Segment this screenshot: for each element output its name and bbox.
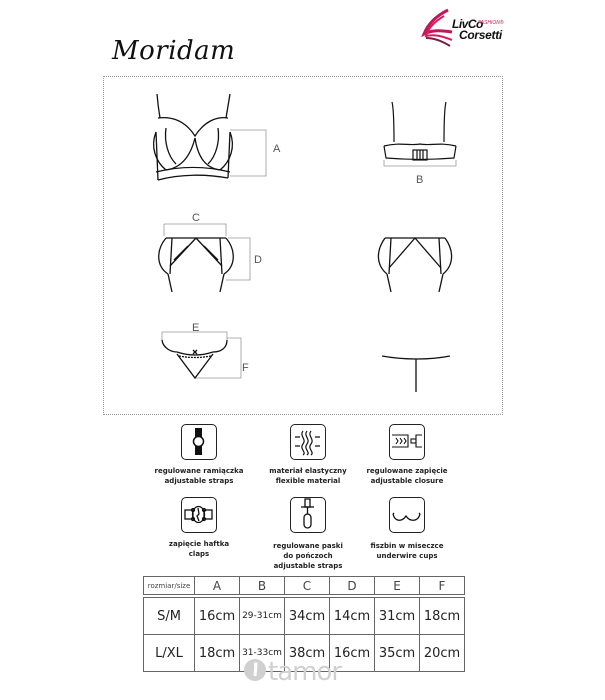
- header-e: E: [375, 577, 420, 595]
- thong-front-drawing: [155, 330, 255, 405]
- header-f: F: [420, 577, 465, 595]
- row-size: S/M: [144, 598, 195, 635]
- brand-name-livco: LivCo: [452, 17, 483, 31]
- thong-back-drawing: [380, 352, 455, 397]
- clasp-icon: [181, 497, 217, 533]
- cell: 20cm: [420, 635, 465, 672]
- feature-label-pl: regulowane zapięcie: [366, 467, 448, 475]
- header-a: A: [195, 577, 240, 595]
- dimension-label-a: A: [273, 143, 281, 155]
- feature-label-pl: fiszbin w miseczce: [370, 542, 444, 550]
- watermark-text: tamor: [268, 657, 342, 687]
- dimension-label-d: D: [254, 254, 262, 266]
- feature-label-en: flexible material: [275, 477, 341, 485]
- cell: 18cm: [195, 635, 240, 672]
- brand-name-corsetti: Corsetti: [459, 28, 502, 42]
- garter-strap-icon: [290, 497, 326, 533]
- product-title: Moridam: [112, 36, 236, 66]
- cell: 35cm: [375, 635, 420, 672]
- cell: 16cm: [195, 598, 240, 635]
- cell: 38cm: [285, 635, 330, 672]
- dimension-label-c: C: [192, 212, 200, 224]
- row-size: L/XL: [144, 635, 195, 672]
- dimension-label-e: E: [192, 322, 200, 334]
- feature-label-pl: materiał elastyczny: [269, 467, 347, 475]
- table-row: [144, 598, 465, 635]
- adjustable-closure-icon: [389, 424, 425, 460]
- brand-fashion: FASHION®: [478, 20, 504, 26]
- adjustable-straps-icon: [181, 424, 217, 460]
- feature-label-en: adjustable straps: [164, 477, 234, 485]
- cell: 16cm: [330, 635, 375, 672]
- feature-adjustable-closure: [347, 466, 467, 486]
- feature-underwire-cups: [347, 541, 467, 561]
- dimension-label-f: F: [242, 362, 249, 374]
- header-size: rozmiar/size: [144, 577, 195, 595]
- cell: 29-31cm: [240, 598, 285, 635]
- header-d: D: [330, 577, 375, 595]
- feature-label-en: adjustable straps: [273, 562, 343, 570]
- feature-label-en: underwire cups: [376, 552, 438, 560]
- bra-front-drawing: [150, 92, 290, 182]
- feature-clasp: [139, 539, 259, 559]
- feature-adjustable-straps: [139, 466, 259, 486]
- header-c: C: [285, 577, 330, 595]
- dimension-label-b: B: [416, 174, 424, 186]
- cell: 18cm: [420, 598, 465, 635]
- cell: 14cm: [330, 598, 375, 635]
- flexible-material-icon: [290, 424, 326, 460]
- garter-belt-back-drawing: [375, 234, 455, 304]
- underwire-cups-icon: [389, 497, 425, 533]
- feature-label-pl: regulowane ramiączka: [154, 467, 244, 475]
- watermark-logo-icon: [243, 658, 267, 682]
- size-table-header: [144, 577, 465, 595]
- feature-label-en: claps: [188, 550, 210, 558]
- header-b: B: [240, 577, 285, 595]
- cell: 31cm: [375, 598, 420, 635]
- cell: 31-33cm: [240, 635, 285, 672]
- brand-logo: [418, 8, 538, 48]
- feature-label-pl: regulowane paski: [273, 542, 343, 550]
- feature-label-en: adjustable closure: [370, 477, 444, 485]
- bra-back-drawing: [380, 100, 460, 170]
- garter-belt-front-drawing: [150, 220, 270, 305]
- feature-label-pl2: do pończoch: [283, 552, 333, 560]
- cell: 34cm: [285, 598, 330, 635]
- feature-label-pl: zapięcie haftka: [168, 540, 230, 548]
